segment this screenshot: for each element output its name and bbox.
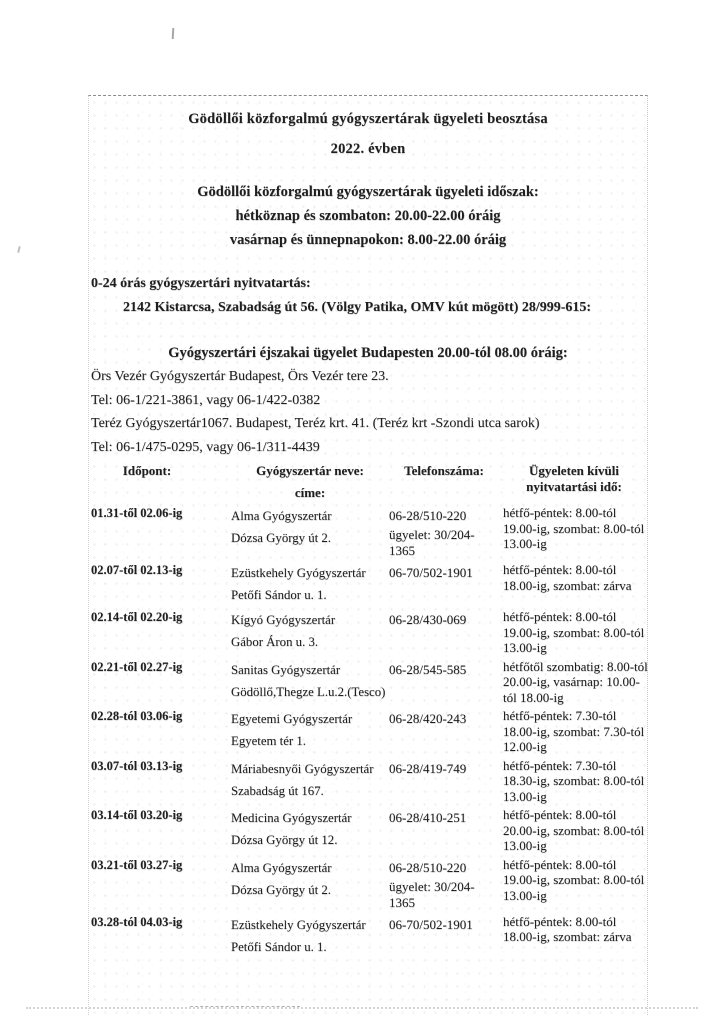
cell-period: 02.07-től 02.13-ig <box>91 563 183 577</box>
cell-phone <box>389 758 499 805</box>
cell-pharmacy-address: Petőfi Sándor u. 1. <box>231 939 327 954</box>
cell-hours: hétfő-péntek: 7.30-tól 18.30-ig, szombat: 8.00-tól 13.00-ig <box>503 757 645 804</box>
cell-pharmacy-name: Egyetemi Gyógyszertár <box>231 712 353 726</box>
document-year: 2022. évben <box>330 141 406 157</box>
cell-hours: hétfő-péntek: 8.00-tól 19.00-ig, szombat: 8.00-tól 13.00-ig <box>503 856 645 903</box>
cell-phone-number: 06-28/419-749 <box>389 760 467 776</box>
night-duty-pharmacy-1: Örs Vezér Gyógyszertár Budapest, Örs Vezér tere 23. <box>91 369 389 384</box>
cell-hours: hétfő-péntek: 8.00-tól 19.00-ig, szombat: 8.00-tól 13.00-ig <box>503 609 645 655</box>
cell-phone <box>389 562 499 606</box>
cell-pharmacy-name: Sanitas Gyógyszertár <box>231 662 341 677</box>
cell-phone <box>389 807 499 854</box>
header-period: Időpont: <box>122 463 172 478</box>
table-header-row <box>91 463 645 501</box>
cell-pharmacy-address: Egyetem tér 1. <box>231 734 306 748</box>
header-hours: Ügyeleten kívüli nyitvatartási idő: <box>526 463 622 494</box>
cell-pharmacy-address: Dózsa György út 12. <box>231 833 338 847</box>
cell-phone <box>389 609 499 656</box>
cell-hours: hétfő-péntek: 8.00-tól 18.00-ig, szombat: zárva <box>503 562 632 593</box>
cell-period: 03.14-től 03.20-ig <box>91 808 183 822</box>
cell-phone <box>389 505 499 559</box>
cell-pharmacy-address: Dózsa György út 2. <box>231 531 331 545</box>
table-row <box>91 562 645 606</box>
duty-period-weekday: hétköznap és szombaton: 20.00-22.00 óráig <box>235 208 501 224</box>
cell-period: 03.28-tól 04.03-ig <box>91 914 183 929</box>
header-pharmacy-address: címe: <box>294 485 326 500</box>
cell-phone-note: ügyelet: 30/204-1365 <box>389 527 475 558</box>
header-pharmacy <box>231 463 389 501</box>
cell-hours: hétfőtől szombatig: 8.00-tól 20.00-ig, vasárnap: 10.00-tól 18.00-ig <box>503 658 648 705</box>
scan-artifact-speck <box>17 246 21 253</box>
cell-hours: hétfő-péntek: 8.00-tól 19.00-ig, szombat: 8.00-tól 13.00-ig <box>503 505 645 551</box>
duty-period-heading: Gödöllői közforgalmú gyógyszertárak ügyeleti időszak: <box>197 184 539 200</box>
table-row <box>91 708 645 755</box>
cell-pharmacy <box>231 758 389 805</box>
cell-pharmacy-name: Kígyó Gyógyszertár <box>231 613 336 627</box>
cell-period: 03.21-től 03.27-ig <box>91 857 183 872</box>
scan-bottom-edge-dash <box>190 1006 300 1007</box>
cell-period: 02.28-tól 03.06-ig <box>91 709 183 723</box>
cell-pharmacy-name: Ezüstkehely Gyógyszertár <box>231 566 366 580</box>
scan-bottom-edge-line <box>26 1007 698 1009</box>
cell-period: 03.07-tól 03.13-ig <box>91 758 183 773</box>
open24-section <box>91 272 645 320</box>
night-duty-heading: Gyógyszertári éjszakai ügyelet Budapesten 20.00-tól 08.00 óráig: <box>168 345 568 361</box>
cell-phone-number: 06-70/502-1901 <box>389 565 473 580</box>
table-row <box>91 807 645 854</box>
document-title: Gödöllői közforgalmú gyógyszertárak ügyeleti beosztása <box>188 111 548 127</box>
night-duty-section <box>91 342 645 459</box>
table-row <box>91 658 648 706</box>
cell-period: 01.31-től 02.06-ig <box>91 506 183 520</box>
cell-pharmacy-address: Gábor Áron u. 3. <box>231 635 319 649</box>
cell-pharmacy <box>231 914 389 958</box>
night-duty-pharmacy-2: Teréz Gyógyszertár1067. Budapest, Teréz krt. 41. (Teréz krt -Szondi utca sarok) <box>91 416 540 431</box>
title-block <box>91 104 645 252</box>
cell-pharmacy <box>231 807 389 854</box>
scan-artifact-tick <box>172 28 174 39</box>
cell-pharmacy-address: Szabadság út 167. <box>231 783 324 798</box>
cell-pharmacy-name: Alma Gyógyszertár <box>231 860 332 875</box>
header-pharmacy-name: Gyógyszertár neve: <box>256 463 364 478</box>
open24-heading: 0-24 órás gyógyszertári nyitvatartás: <box>91 276 311 291</box>
cell-phone <box>389 659 499 706</box>
cell-pharmacy-name: Medicina Gyógyszertár <box>231 811 352 825</box>
cell-phone <box>389 708 499 755</box>
table-row <box>91 857 645 911</box>
night-duty-phone-1: Tel: 06-1/221-3861, vagy 06-1/422-0382 <box>91 392 321 408</box>
cell-phone <box>389 857 499 911</box>
cell-phone-number: 06-28/510-220 <box>389 859 467 875</box>
cell-pharmacy-name: Ezüstkehely Gyógyszertár <box>231 917 366 932</box>
cell-phone <box>389 914 499 958</box>
cell-hours: hétfő-péntek: 8.00-tól 20.00-ig, szombat: 8.00-tól 13.00-ig <box>503 807 645 853</box>
cell-hours: hétfő-péntek: 8.00-tól 18.00-ig, szombat: zárva <box>503 913 632 944</box>
header-phone: Telefonszáma: <box>404 463 484 478</box>
cell-pharmacy-name: Máriabesnyői Gyógyszertár <box>231 761 374 776</box>
cell-phone-number: 06-28/510-220 <box>389 508 467 523</box>
cell-phone-number: 06-28/410-251 <box>389 810 467 825</box>
table-row <box>91 914 645 958</box>
cell-pharmacy <box>231 505 389 559</box>
cell-pharmacy <box>231 609 389 656</box>
cell-period: 02.21-től 02.27-ig <box>91 659 183 674</box>
cell-phone-number: 06-28/430-069 <box>389 612 467 627</box>
cell-pharmacy <box>231 659 389 706</box>
cell-hours: hétfő-péntek: 7.30-tól 18.00-ig, szombat: 7.30-tól 12.00-ig <box>503 708 645 754</box>
open24-address: 2142 Kistarcsa, Szabadság út 56. (Völgy Patika, OMV kút mögött) 28/999-615: <box>123 300 592 315</box>
cell-pharmacy-name: Alma Gyógyszertár <box>231 509 332 523</box>
table-row <box>91 758 645 805</box>
duty-period-sunday: vasárnap és ünnepnapokon: 8.00-22.00 óráig <box>229 232 507 248</box>
scan-region <box>88 95 648 1015</box>
cell-pharmacy <box>231 857 389 911</box>
table-row <box>91 505 645 559</box>
night-duty-phone-2: Tel: 06-1/475-0295, vagy 06-1/311-4439 <box>91 439 320 455</box>
cell-pharmacy <box>231 708 389 755</box>
cell-pharmacy-address: Petőfi Sándor u. 1. <box>231 588 327 602</box>
cell-phone-note: ügyelet: 30/204-1365 <box>389 878 475 910</box>
cell-phone-number: 06-70/502-1901 <box>389 916 473 932</box>
cell-pharmacy <box>231 562 389 606</box>
schedule-table <box>91 463 648 958</box>
cell-phone-number: 06-28/420-243 <box>389 711 467 726</box>
cell-period: 02.14-től 02.20-ig <box>91 610 183 624</box>
cell-pharmacy-address: Gödöllő,Thegze L.u.2.(Tesco) <box>231 684 386 699</box>
cell-pharmacy-address: Dózsa György út 2. <box>231 882 331 897</box>
table-row <box>91 609 645 656</box>
cell-phone-number: 06-28/545-585 <box>389 661 467 677</box>
